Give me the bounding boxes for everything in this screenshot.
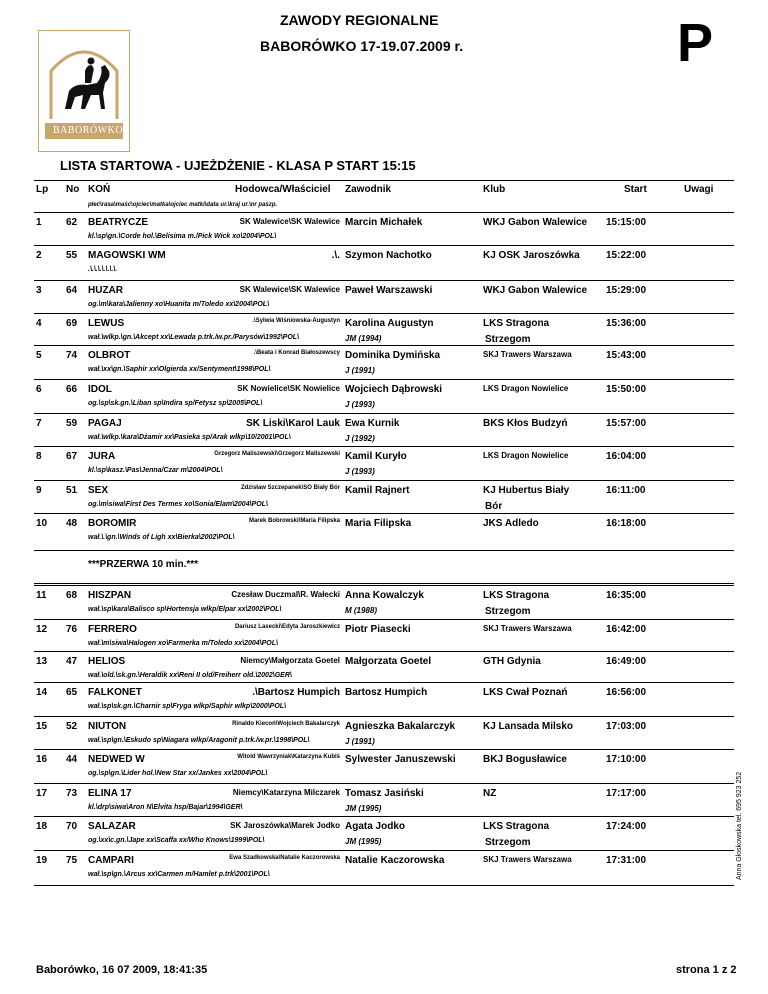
row-club-line2: Strzegom: [485, 334, 531, 345]
col-owner: Hodowca/Właściciel: [235, 184, 331, 195]
row-rider: Anna Kowalczyk: [345, 590, 424, 601]
col-no: No: [66, 184, 80, 195]
row-start: 16:49:00: [606, 656, 647, 667]
row-separator: [34, 480, 734, 481]
row-rider-class: J (1991): [345, 737, 375, 746]
row-rider: Szymon Nachotko: [345, 250, 432, 261]
row-club: KJ Hubertus Biały: [483, 485, 570, 496]
row-horse: HISZPAN: [88, 590, 132, 601]
class-letter: P: [677, 13, 714, 73]
row-rider: Piotr Piasecki: [345, 624, 411, 635]
row-owner: .\Beata i Konrad Białoszewscy: [253, 350, 340, 356]
row-owner: SK Nowielice\SK Nowielice: [237, 384, 340, 393]
list-title: LISTA STARTOWA - UJEŻDŻENIE - KLASA P START 15:15: [60, 158, 416, 173]
row-lp: 5: [36, 350, 42, 361]
row-horse-info: og.\xx\c.gn.\Jape xx\Scaffa xx/Who Knows\1999\POL\: [88, 837, 265, 844]
row-start: 16:11:00: [606, 485, 646, 496]
row-horse: CAMPARI: [88, 855, 134, 866]
row-start: 17:17:00: [606, 788, 647, 799]
row-lp: 16: [36, 754, 48, 765]
break-notice: ***PRZERWA 10 min.***: [88, 559, 199, 570]
row-separator: [34, 619, 734, 620]
row-lp: 9: [36, 485, 42, 496]
row-owner: SK Walewice\SK Walewice: [239, 217, 340, 226]
row-rider: Tomasz Jasiński: [345, 788, 424, 799]
row-owner: SK Jaroszówka\Marek Jodko: [230, 821, 340, 830]
row-horse-info: og.\sp\sk.gn.\Liban sp\Indira sp/Fetysz sp\2005\POL\: [88, 400, 263, 407]
row-owner: Witold Wawrzyniak\Katarzyna Kubiś: [237, 754, 340, 760]
col-subheader: płeć\rasa\maść\ojciec\matka\ojciec matki\data ur.\kraj ur.\nr paszp.: [88, 202, 278, 208]
row-start: 16:18:00: [606, 518, 647, 529]
header-top-rule: [34, 180, 734, 181]
row-start: 15:57:00: [606, 418, 647, 429]
row-lp: 19: [36, 855, 48, 866]
row-club: LKS Stragona: [483, 590, 550, 601]
logo-text: BABORÓWKO: [53, 125, 124, 136]
row-club-line2: Strzegom: [485, 606, 531, 617]
side-contact-note: Anna Głoskowska tel. 695 923 252: [736, 771, 743, 880]
col-rider: Zawodnik: [345, 184, 392, 195]
row-no: 64: [66, 285, 78, 296]
row-rider-class: J (1992): [345, 434, 375, 443]
row-lp: 8: [36, 451, 42, 462]
row-separator: [34, 550, 734, 551]
row-lp: 1: [36, 217, 42, 228]
row-separator: [34, 313, 734, 314]
row-owner: Ewa Szadkowska\Natalie Kaczorowska: [229, 855, 340, 861]
row-start: 17:03:00: [606, 721, 647, 732]
row-horse: BEATRYCZE: [88, 217, 148, 228]
row-rider-class: M (1988): [345, 606, 378, 615]
row-no: 51: [66, 485, 78, 496]
row-rider: Agnieszka Bakalarczyk: [345, 721, 456, 732]
row-no: 69: [66, 318, 78, 329]
row-club: SKJ Trawers Warszawa: [483, 624, 572, 633]
col-lp: Lp: [36, 184, 49, 195]
row-club: BKS Kłos Budzyń: [483, 418, 568, 429]
row-separator: [34, 850, 734, 851]
row-no: 76: [66, 624, 78, 635]
row-club: SKJ Trawers Warszawa: [483, 350, 572, 359]
row-horse: PAGAJ: [88, 418, 122, 429]
row-rider: Paweł Warszawski: [345, 285, 433, 296]
col-club: Klub: [483, 184, 506, 195]
row-horse-info: wał.\wlkp.\gn.\Akcept xx\Lewada p.trk./w.pr./Parysów\1992\POL\: [88, 334, 299, 341]
row-start: 16:35:00: [606, 590, 647, 601]
row-club: KJ OSK Jaroszówka: [483, 250, 580, 261]
row-rider-class: J (1991): [345, 366, 375, 375]
row-start: 16:04:00: [606, 451, 647, 462]
row-separator: [34, 749, 734, 750]
row-horse: HUZAR: [88, 285, 123, 296]
row-club: LKS Dragon Nowielice: [483, 384, 569, 393]
row-rider: Kamil Kuryło: [345, 451, 407, 462]
footer-datetime: Baborówko, 16 07 2009, 18:41:35: [36, 964, 208, 976]
row-owner: SK Walewice\SK Walewice: [239, 285, 340, 294]
row-horse: BOROMIR: [88, 518, 137, 529]
row-lp: 2: [36, 250, 42, 261]
row-horse-info: kl.\sp\gn.\Corde hol.\Belisima m./Pick Wick xo\2004\POL\: [88, 233, 277, 240]
row-horse-info: wał.\m\siwa\Halogen xo\Farmerka m/Toledo xx\2004\POL\: [88, 640, 278, 647]
row-club: GTH Gdynia: [483, 656, 541, 667]
row-rider: Małgorzata Goetel: [345, 656, 432, 667]
row-start: 17:10:00: [606, 754, 647, 765]
row-no: 55: [66, 250, 78, 261]
row-rider: Kamil Rajnert: [345, 485, 410, 496]
row-owner: Dariusz Lasecki\Edyta Jaroszkiewicz: [234, 624, 340, 630]
row-rider-class: J (1993): [345, 467, 375, 476]
row-separator: [34, 345, 734, 346]
row-separator: [34, 585, 734, 586]
row-no: 44: [66, 754, 78, 765]
row-club: LKS Cwał Poznań: [483, 687, 568, 698]
row-start: 15:15:00: [606, 217, 647, 228]
row-start: 15:43:00: [606, 350, 647, 361]
row-start: 16:56:00: [606, 687, 647, 698]
row-no: 73: [66, 788, 78, 799]
row-horse: NIUTON: [88, 721, 127, 732]
row-owner: SK Liski\Karol Lauk: [246, 418, 340, 429]
row-separator: [34, 446, 734, 447]
row-horse: ELINA 17: [88, 788, 132, 799]
row-separator: [34, 379, 734, 380]
row-no: 62: [66, 217, 78, 228]
row-separator: [34, 651, 734, 652]
row-club: LKS Dragon Nowielice: [483, 451, 569, 460]
row-horse-info: wał.\sp\gn.\Arcus xx\Carmen m/Hamlet p.trk\2001\POL\: [88, 871, 270, 878]
row-rider: Marcin Michałek: [345, 217, 423, 228]
row-separator: [34, 783, 734, 784]
col-horse: KOŃ: [88, 184, 111, 195]
row-lp: 6: [36, 384, 42, 395]
row-owner: .\Sylwia Wiśniowska-Augustyn: [252, 318, 340, 324]
row-club: KJ Lansada Milsko: [483, 721, 574, 732]
row-horse-info: wał.\.\gn.\Winds of Ligh xx\Bierka\2002\POL\: [88, 534, 235, 541]
row-horse-info: .\.\.\.\.\.\.\.: [88, 266, 118, 273]
row-start: 15:22:00: [606, 250, 647, 261]
row-separator: [34, 245, 734, 246]
row-lp: 4: [36, 318, 42, 329]
row-horse: JURA: [88, 451, 116, 462]
row-lp: 15: [36, 721, 48, 732]
row-horse: IDOL: [88, 384, 112, 395]
row-horse: MAGOWSKI WM: [88, 250, 166, 261]
row-start: 16:42:00: [606, 624, 647, 635]
row-lp: 11: [36, 590, 47, 601]
row-rider: Ewa Kurnik: [345, 418, 400, 429]
row-rider: Agata Jodko: [345, 821, 406, 832]
row-owner: Niemcy\Małgorzata Goetel: [240, 656, 340, 665]
row-horse-info: og.\m\kara\Jalienny xo\Huanita m/Toledo xx\2004\POL\: [88, 301, 270, 308]
row-lp: 14: [36, 687, 48, 698]
row-separator: [34, 583, 734, 584]
col-notes: Uwagi: [684, 184, 714, 195]
row-separator: [34, 413, 734, 414]
row-club: LKS Stragona: [483, 821, 550, 832]
row-rider: Karolina Augustyn: [345, 318, 434, 329]
row-no: 70: [66, 821, 78, 832]
row-club: WKJ Gabon Walewice: [483, 217, 588, 228]
row-horse-info: kl.\drp\siwa\Aron N\Elvita hsp/Bajar\1994\GER\: [88, 804, 243, 811]
row-club: JKS Adledo: [483, 518, 539, 529]
row-rider: Wojciech Dąbrowski: [345, 384, 443, 395]
row-separator: [34, 716, 734, 717]
row-horse: LEWUS: [88, 318, 125, 329]
row-no: 75: [66, 855, 78, 866]
row-separator: [34, 280, 734, 281]
row-club: LKS Stragona: [483, 318, 550, 329]
row-club: NZ: [483, 788, 497, 799]
row-rider: Dominika Dymińska: [345, 350, 441, 361]
row-horse-info: wał.\xx\gn.\Saphir xx\Olgierda xx/Sentyment\1998\POL\: [88, 366, 271, 373]
row-rider: Natalie Kaczorowska: [345, 855, 445, 866]
row-club: BKJ Bogusławice: [483, 754, 567, 765]
row-start: 15:50:00: [606, 384, 647, 395]
row-no: 66: [66, 384, 78, 395]
row-no: 74: [66, 350, 78, 361]
row-rider-class: JM (1995): [345, 804, 382, 813]
row-start: 17:31:00: [606, 855, 647, 866]
event-logo: [38, 30, 130, 152]
row-club-line2: Strzegom: [485, 837, 531, 848]
event-title: ZAWODY REGIONALNE: [280, 12, 439, 28]
row-lp: 7: [36, 418, 42, 429]
row-rider-class: JM (1995): [345, 837, 382, 846]
row-owner: Rinaldo Kiecoń\Wojciech Bakalarczyk: [232, 721, 340, 727]
row-separator: [34, 682, 734, 683]
row-club-line2: Bór: [485, 501, 503, 512]
row-horse: NEDWED W: [88, 754, 145, 765]
row-horse-info: wał.\wlkp.\kara\Dżamir xx\Pasieka sp/Arak wlkp\10/2001\POL\: [88, 434, 291, 441]
event-dates: BABORÓWKO 17-19.07.2009 r.: [260, 38, 464, 54]
row-horse: SEX: [88, 485, 109, 496]
row-horse-info: wał.\sp\kara\Balisco sp\Hortensja wlkp/Elpar xx\2002\POL\: [88, 606, 282, 613]
row-horse-info: wał.\old.\sk.gn.\Heraldik xx\Reni II old/Freiherr old.\2002\GER\: [88, 672, 292, 679]
row-no: 67: [66, 451, 78, 462]
row-lp: 17: [36, 788, 48, 799]
row-horse-info: og.\sp\gn.\Lider hol.\New Star xx/Jankes xx\2004\POL\: [88, 770, 268, 777]
row-owner: Czesław Duczmal\R. Wałecki: [231, 590, 340, 599]
row-owner: .\.: [331, 250, 340, 261]
row-owner: Niemcy\Katarzyna Milczarek: [232, 788, 340, 797]
row-horse-info: kl.\sp\kasz.\Pas\Jenna/Czar m\2004\POL\: [88, 467, 223, 474]
row-owner: Zdzisław Szczepanek\SO Biały Bór: [240, 485, 340, 491]
row-separator: [34, 212, 734, 213]
row-owner: Marek Bobrowski\Maria Filipska: [248, 518, 340, 524]
row-club: SKJ Trawers Warszawa: [483, 855, 572, 864]
row-separator: [34, 513, 734, 514]
table-bottom-rule: [34, 885, 734, 886]
row-no: 68: [66, 590, 78, 601]
row-horse-info: og.\m\siwa\First Des Termes xo\Sonia/Elam\2004\POL\: [88, 501, 268, 508]
row-horse: OLBROT: [88, 350, 131, 361]
row-rider-class: JM (1994): [345, 334, 382, 343]
col-start: Start: [624, 184, 647, 195]
row-horse: SALAZAR: [88, 821, 136, 832]
row-start: 15:29:00: [606, 285, 647, 296]
row-horse: HELIOS: [88, 656, 126, 667]
row-no: 59: [66, 418, 78, 429]
row-start: 15:36:00: [606, 318, 647, 329]
row-rider: Sylwester Januszewski: [345, 754, 456, 765]
row-owner: .\Bartosz Humpich: [252, 687, 340, 698]
row-owner: Grzegorz Maliszewski\Grzegorz Maliszewski: [214, 451, 340, 457]
row-start: 17:24:00: [606, 821, 647, 832]
row-rider: Maria Filipska: [345, 518, 412, 529]
row-lp: 12: [36, 624, 48, 635]
row-no: 48: [66, 518, 78, 529]
row-no: 47: [66, 656, 78, 667]
row-horse-info: wał.\sp\sk.gn.\Charnir sp\Fryga wlkp/Saphir wlkp\2000\POL\: [88, 703, 287, 710]
row-horse-info: wał.\sp\gn.\Eskudo sp\Niagara wlkp/Aragonit p.trk./w.pr.\1998\POL\: [88, 737, 310, 744]
row-club: WKJ Gabon Walewice: [483, 285, 588, 296]
footer-page: strona 1 z 2: [676, 964, 737, 976]
row-lp: 3: [36, 285, 42, 296]
row-lp: 18: [36, 821, 48, 832]
row-no: 52: [66, 721, 78, 732]
row-rider-class: J (1993): [345, 400, 375, 409]
row-lp: 13: [36, 656, 48, 667]
row-horse: FALKONET: [88, 687, 142, 698]
row-separator: [34, 816, 734, 817]
row-lp: 10: [36, 518, 48, 529]
row-no: 65: [66, 687, 78, 698]
row-horse: FERRERO: [88, 624, 137, 635]
row-rider: Bartosz Humpich: [345, 687, 428, 698]
